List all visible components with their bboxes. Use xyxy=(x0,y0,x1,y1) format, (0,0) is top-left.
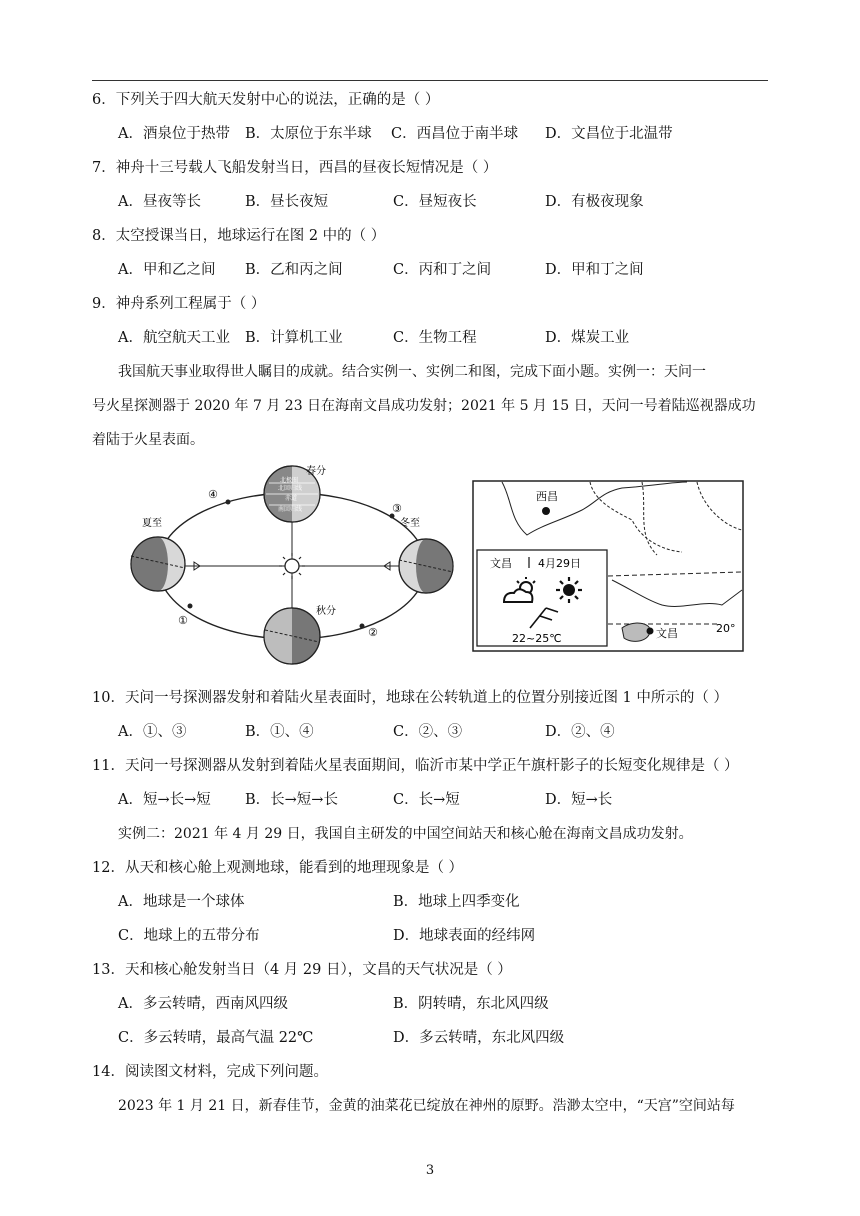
q9-option-b: B．计算机工业 xyxy=(245,330,343,346)
passage2: 实例二：2021 年 4 月 29 日，我国自主研发的中国空间站天和核心舱在海南文昌成功发射。 xyxy=(118,826,693,842)
q6-option-c: C．西昌位于南半球 xyxy=(391,126,519,142)
globe-label: 赤道 xyxy=(285,495,298,502)
q6-option-b: B．太原位于东半球 xyxy=(245,126,372,142)
question-13: 13．天和核心舱发射当日（4 月 29 日），文昌的天气状况是（ ） xyxy=(92,962,512,978)
q7-option-d: D．有极夜现象 xyxy=(545,194,644,210)
city-wenchang: 文昌 xyxy=(656,627,678,640)
q9-option-c: C．生物工程 xyxy=(393,330,477,346)
weather-date: 4月29日 xyxy=(538,557,581,570)
q10-option-d: D．②、④ xyxy=(545,724,615,740)
q9-option-d: D．煤炭工业 xyxy=(545,330,630,346)
globe-label: 北极圈 xyxy=(280,477,299,484)
q13-option-c: C．多云转晴，最高气温 22℃ xyxy=(118,1030,314,1046)
globe-label: 南回归线 xyxy=(278,506,303,513)
city-xichang: 西昌 xyxy=(536,490,558,503)
question-10: 10．天问一号探测器发射和着陆火星表面时，地球在公转轨道上的位置分别接近图 1 中所示的（ ） xyxy=(92,690,728,706)
q10-option-a: A．①、③ xyxy=(118,724,187,740)
q11-option-b: B．长→短→长 xyxy=(245,792,338,808)
q7-option-b: B．昼长夜短 xyxy=(245,194,329,210)
label-winter: 冬至 xyxy=(400,518,420,529)
globe-label: 北回归线 xyxy=(278,485,303,492)
weather-city: 文昌 xyxy=(490,557,512,570)
q12-option-a: A．地球是一个球体 xyxy=(118,894,245,910)
q12-option-d: D．地球表面的经纬网 xyxy=(393,928,536,944)
passage3: 2023 年 1 月 21 日，新春佳节，金黄的油菜花已绽放在神州的原野。浩渺太空中，“天宫”空间站每 xyxy=(118,1098,735,1114)
q6-option-a: A．酒泉位于热带 xyxy=(118,126,230,142)
question-9: 9．神舟系列工程属于（ ） xyxy=(92,296,266,312)
globe-winter xyxy=(399,539,453,593)
weather-temp: 22~25℃ xyxy=(512,632,562,645)
passage1-line1: 我国航天事业取得世人瞩目的成就。结合实例一、实例二和图，完成下面小题。实例一：天问一 xyxy=(118,364,706,380)
globe-autumn xyxy=(264,608,320,664)
q11-option-a: A．短→长→短 xyxy=(118,792,211,808)
q13-option-a: A．多云转晴，西南风四级 xyxy=(118,996,288,1012)
question-8: 8．太空授课当日，地球运行在图 2 中的（ ） xyxy=(92,228,386,244)
q10-option-b: B．①、④ xyxy=(245,724,314,740)
q11-option-d: D．短→长 xyxy=(545,792,613,808)
weather-box xyxy=(477,550,607,646)
marker-1: ① xyxy=(178,614,188,627)
q12-option-c: C．地球上的五带分布 xyxy=(118,928,260,944)
q11-option-c: C．长→短 xyxy=(393,792,460,808)
q8-option-a: A．甲和乙之间 xyxy=(118,262,216,278)
q7-option-c: C．昼短夜长 xyxy=(393,194,477,210)
q8-option-b: B．乙和丙之间 xyxy=(245,262,343,278)
label-summer: 夏至 xyxy=(142,518,162,529)
label-spring: 春分 xyxy=(306,466,326,477)
q8-option-d: D．甲和丁之间 xyxy=(545,262,644,278)
q8-option-c: C．丙和丁之间 xyxy=(393,262,492,278)
map-diagram xyxy=(472,480,744,652)
question-14: 14．阅读图文材料，完成下列问题。 xyxy=(92,1064,328,1080)
passage1-line2: 号火星探测器于 2020 年 7 月 23 日在海南文昌成功发射；2021 年 5 月 15 日，天问一号着陆巡视器成功 xyxy=(92,398,756,414)
q13-option-d: D．多云转晴，东北风四级 xyxy=(393,1030,565,1046)
question-6: 6．下列关于四大航天发射中心的说法，正确的是（ ） xyxy=(92,92,440,108)
marker-3: ③ xyxy=(392,502,402,515)
page-number: 3 xyxy=(425,1163,435,1178)
question-11: 11．天问一号探测器从发射到着陆火星表面期间，临沂市某中学正午旗杆影子的长短变化规律是（ ） xyxy=(92,758,739,774)
marker-2: ② xyxy=(368,626,378,639)
q6-option-d: D．文昌位于北温带 xyxy=(545,126,673,142)
orbit-diagram xyxy=(128,456,462,668)
q7-option-a: A．昼夜等长 xyxy=(118,194,201,210)
marker-4: ④ xyxy=(208,488,218,501)
q9-option-a: A．航空航天工业 xyxy=(118,330,230,346)
question-7: 7．神舟十三号载人飞船发射当日，西昌的昼夜长短情况是（ ） xyxy=(92,160,498,176)
latitude-label: 20° xyxy=(716,622,736,635)
label-autumn: 秋分 xyxy=(316,606,336,617)
question-12: 12．从天和核心舱上观测地球，能看到的地理现象是（ ） xyxy=(92,860,464,876)
q12-option-b: B．地球上四季变化 xyxy=(393,894,520,910)
q10-option-c: C．②、③ xyxy=(393,724,463,740)
passage1-line3: 着陆于火星表面。 xyxy=(92,432,204,448)
q13-option-b: B．阴转晴，东北风四级 xyxy=(393,996,549,1012)
globe-summer xyxy=(131,537,185,591)
header-rule xyxy=(92,80,768,81)
